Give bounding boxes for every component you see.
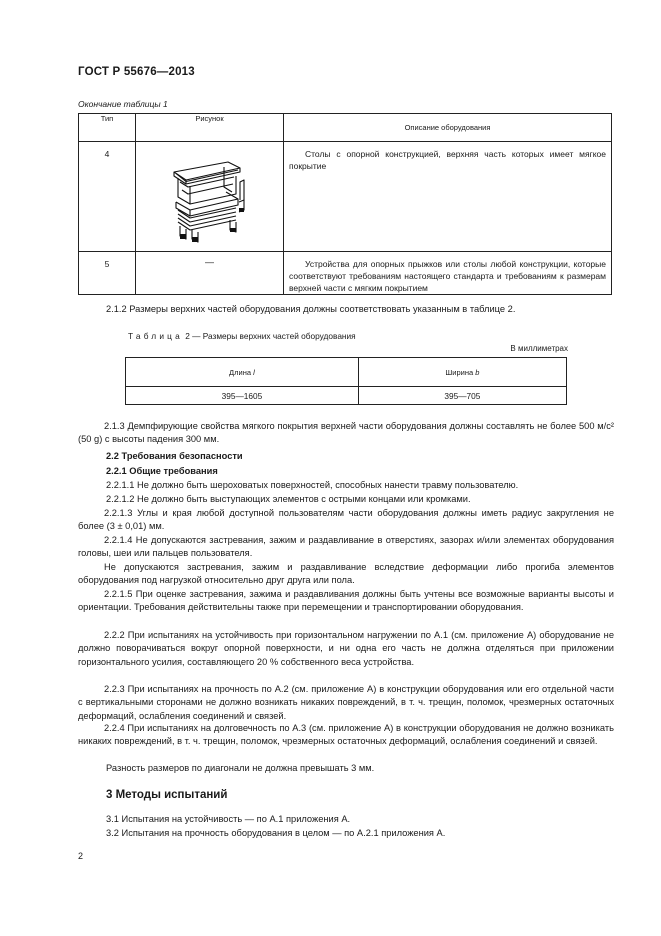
table-row — [79, 252, 612, 295]
row-type: 5 — [104, 259, 110, 269]
table1 — [78, 113, 612, 295]
paragraph-2-2-1-4-cont: Не допускаются застревания, зажим и раздавливание вследствие деформации либо прогиба элементов оборудования под нагрузкой относительно друг друга или пола. — [78, 562, 614, 586]
row-description: Устройства для опорных прыжков или столы любой конструкции, которые соответствуют требованиям настоящего стандарта и требованиям к размерам верхней части с мягким покрытием — [289, 259, 606, 293]
col-header-figure: Рисунок — [136, 114, 284, 142]
heading-2-2: 2.2 Требования безопасности — [106, 451, 243, 461]
row-type: 4 — [104, 149, 110, 159]
table-row — [79, 142, 612, 252]
table-row — [126, 387, 567, 405]
paragraph-2-1-3: 2.1.3 Демпфирующие свойства мягкого покрытия верхней части оборудования должны составлять не более 500 м/с² (50 g) с высоты падения 300 мм. — [78, 421, 614, 445]
heading-section-3: 3 Методы испытаний — [106, 789, 228, 801]
paragraph-2-2-2: 2.2.2 При испытаниях на устойчивость при горизонтальном нагружении по А.1 (см. приложение А) оборудование не должно поворачиваться вокруг опорной поверхности, и ни одна его часть не должна отделяться при приложении горизонтального усилия, составляющего 20 % собственного веса устройства. — [78, 630, 614, 667]
paragraph-2-2-1-5: 2.2.1.5 При оценке застревания, зажима и раздавливания должны быть учтены все возможные варианты высоты и ориентации. Требования действительны также при перемещении и транспортировании оборудования. — [78, 589, 614, 613]
paragraph-2-2-1-4: 2.2.1.4 Не допускаются застревания, зажим и раздавливание в отверстиях, зазорах и/или элементах оборудования головы, шеи или пальцев пользователя. — [78, 535, 614, 559]
row-description: Столы с опорной конструкцией, верхняя часть которых имеет мягкое покрытие — [289, 149, 606, 171]
paragraph-2-2-1-2: 2.2.1.2 Не должно быть выступающих элементов с острыми концами или кромками. — [106, 494, 471, 504]
table2-header-row — [126, 358, 567, 387]
table2-label: Таблица — [128, 331, 183, 341]
table2-caption — [128, 331, 356, 341]
table1-caption: Окончание таблицы 1 — [78, 99, 168, 109]
paragraph-2-2-4: 2.2.4 При испытаниях на долговечность по А.3 (см. приложение А) в конструкции оборудования не должно возникать никаких повреждений, в т. ч. трещин, поломок, чрезмерных остаточных деформаций, ослабления соединений и связей. — [78, 723, 614, 747]
width-value: 395—705 — [358, 387, 566, 405]
paragraph-2-1-2: 2.1.2 Размеры верхних частей оборудования должны соответствовать указанным в таблице 2. — [106, 304, 516, 314]
table2 — [125, 357, 567, 405]
col-header-description: Описание оборудования — [284, 114, 612, 142]
length-value: 395—1605 — [126, 387, 359, 405]
heading-2-2-1: 2.2.1 Общие требования — [106, 466, 218, 476]
paragraph-3-2: 3.2 Испытания на прочность оборудования в целом — по А.2.1 приложения А. — [106, 828, 446, 838]
table1-header-row — [79, 114, 612, 142]
table2-units: В миллиметрах — [510, 344, 568, 353]
paragraph-3-1: 3.1 Испытания на устойчивость — по А.1 приложения А. — [106, 814, 351, 824]
row-figure-dash: — — [205, 257, 214, 267]
col-header-length: Длина l — [126, 358, 359, 387]
paragraph-2-2-3: 2.2.3 При испытаниях на прочность по А.2 (см. приложение А) в конструкции оборудования или его отдельной части с вертикальными сторонами не должно возникать никаких повреждений, в т. ч. трещин, поломок, чрезмерных остаточных деформаций, ослабления соединений и связей. — [78, 684, 614, 721]
col-header-width: Ширина b — [358, 358, 566, 387]
table2-title: 2 — Размеры верхних частей оборудования — [185, 331, 356, 341]
document-title: ГОСТ Р 55676—2013 — [78, 66, 195, 78]
padded-table-illustration — [136, 142, 281, 250]
col-header-type: Тип — [79, 114, 136, 142]
paragraph-2-2-4-cont: Разность размеров по диагонали не должна превышать 3 мм. — [106, 763, 375, 773]
paragraph-2-2-1-3: 2.2.1.3 Углы и края любой доступной пользователям части оборудования должны иметь радиус закругления не более (3 ± 0,01) мм. — [78, 508, 614, 532]
paragraph-2-2-1-1: 2.2.1.1 Не должно быть шероховатых поверхностей, способных нанести травму пользователю. — [106, 480, 519, 490]
page-number: 2 — [78, 851, 84, 861]
